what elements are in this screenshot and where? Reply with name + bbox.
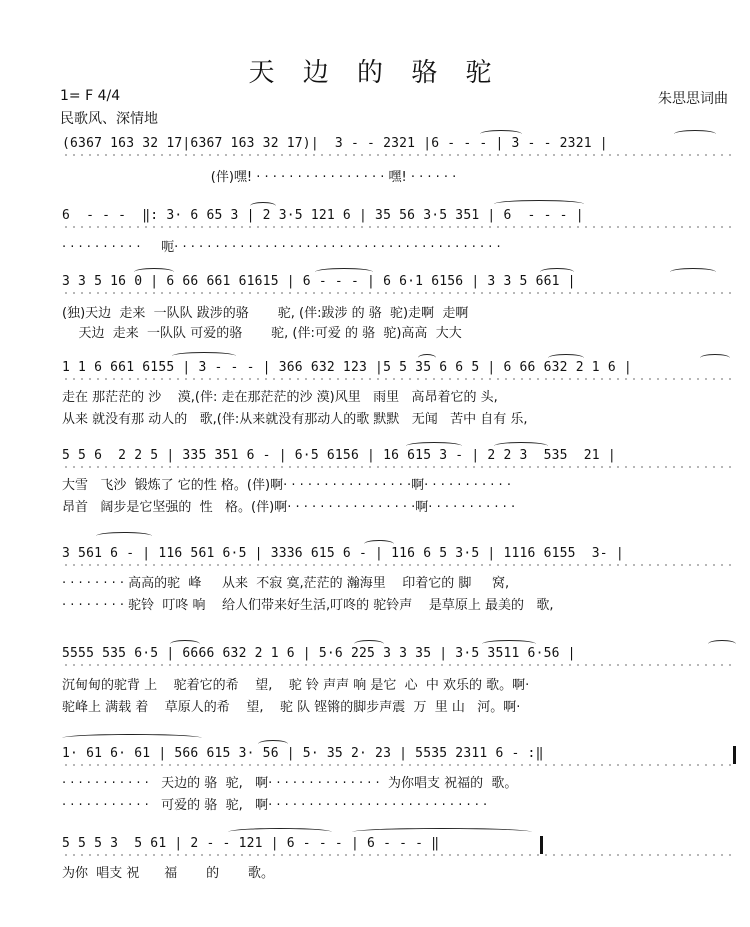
key-signature: 1= F 4/4: [60, 88, 121, 104]
notation-line: 5555 535 6·5 | 6666 632 2 1 6 | 5·6 225 3 3 35 | 3·5 3511 6·56 |: [62, 646, 732, 661]
lyric-line: 沉甸甸的驼背 上 驼着它的希 望, 驼 铃 声声 响 是它 心 中 欢乐的 歌。啊·: [62, 678, 530, 693]
lyric-line: · · · · · · · · · · 呃· · · · · · · · · · · · · · · · · · · · · · · · · · · · · · · · · · · · · · · ·: [62, 240, 501, 255]
octave-dots: [62, 465, 732, 469]
lyric-line: · · · · · · · · · · · 可爱的 骆 驼, 啊· · · · · · · · · · · · · · · · · · · · · · · · · · ·: [62, 798, 488, 813]
octave-dots: [62, 291, 732, 295]
lyric-line: · · · · · · · · · · · 天边的 骆 驼, 啊· · · · · · · · · · · · · · 为你唱支 祝福的 歌。: [62, 776, 518, 791]
lyric-line: 从来 就没有那 动人的 歌,(伴:从来就没有那动人的歌 默默 无闻 苦中 自有 乐,: [62, 412, 528, 427]
style-marking: 民歌风、深情地: [60, 111, 158, 127]
slur: [494, 200, 584, 208]
song-title: 天 边 的 骆 驼: [248, 58, 502, 88]
slur: [674, 130, 716, 138]
notation-line: 3 561 6 - | 116 561 6·5 | 3336 615 6 - | 116 6 5 3·5 | 1116 6155 3- |: [62, 546, 732, 561]
octave-dots: [62, 153, 732, 157]
lyric-line: 驼峰上 满载 着 草原人的希 望, 驼 队 铿锵的脚步声震 万 里 山 河。啊·: [62, 700, 521, 715]
slur: [364, 540, 394, 548]
slur: [315, 268, 373, 276]
notation-line: 1 1 6 661 6155 | 3 - - - | 366 632 123 |5 5 35 6 6 5 | 6 66 632 2 1 6 |: [62, 360, 732, 375]
slur: [482, 640, 536, 648]
slur: [62, 734, 202, 742]
octave-dots: [62, 763, 732, 767]
octave-dots: [62, 225, 732, 229]
slur: [228, 828, 332, 836]
slur: [406, 442, 462, 450]
octave-dots: [62, 663, 732, 667]
slur: [480, 130, 522, 138]
slur: [96, 532, 152, 540]
slur: [708, 640, 736, 648]
final-bar: [540, 836, 543, 854]
slur: [170, 640, 200, 648]
notation-line: 6 - - - ‖: 3· 6 65 3 | 2 3·5 121 6 | 35 56 3·5 351 | 6 - - - |: [62, 208, 732, 223]
slur: [352, 828, 532, 836]
slur: [354, 640, 384, 648]
slur: [172, 352, 236, 360]
notation-line: (6367 163 32 17|6367 163 32 17)| 3 - - 2321 |6 - - - | 3 - - 2321 |: [62, 136, 732, 151]
composer-credit: 朱思思词曲: [658, 91, 728, 107]
slur: [494, 442, 548, 450]
lyric-line: 大雪 飞沙 锻炼了 它的性 格。(伴)啊· · · · · · · · · · · · · · · ·啊· · · · · · · · · · ·: [62, 478, 511, 493]
lyric-line: 走在 那茫茫的 沙 漠,(伴: 走在那茫茫的沙 漠)风里 雨里 高昂着它的 头,: [62, 390, 498, 405]
slur: [700, 354, 730, 362]
lyric-line: · · · · · · · · 驼铃 叮咚 响 给人们带来好生活,叮咚的 驼铃声 是草原上 最美的 歌,: [62, 598, 554, 613]
lyric-line: (伴)嘿! · · · · · · · · · · · · · · · · 嘿! · · · · · ·: [62, 170, 457, 185]
lyric-line: (独)天边 走来 一队队 跋涉的骆 驼, (伴:跋涉 的 骆 驼)走啊 走啊: [62, 306, 469, 321]
notation-line: 5 5 5 3 5 61 | 2 - - 121 | 6 - - - | 6 - - - ‖: [62, 836, 732, 851]
slur: [250, 202, 276, 210]
lyric-line: 天边 走来 一队队 可爱的骆 驼, (伴:可爱 的 骆 驼)高高 大大: [62, 326, 462, 341]
slur: [670, 268, 716, 276]
repeat-end-bar: [733, 746, 736, 764]
notation-line: 5 5 6 2 2 5 | 335 351 6 - | 6·5 6156 | 16 615 3 - | 2 2 3 535 21 |: [62, 448, 732, 463]
octave-dots: [62, 377, 732, 381]
notation-line: 1· 61 6· 61 | 566 615 3· 56 | 5· 35 2· 23 | 5535 2311 6 - :‖: [62, 746, 732, 761]
slur: [418, 354, 436, 362]
octave-dots: [62, 853, 732, 857]
notation-line: 3 3 5 16 0 | 6 66 661 61615 | 6 - - - | 6 6·1 6156 | 3 3 5 661 |: [62, 274, 732, 289]
slur: [540, 268, 574, 276]
lyric-line: · · · · · · · · 高高的驼 峰 从来 不寂 寞,茫茫的 瀚海里 印着它的 脚 窝,: [62, 576, 510, 591]
lyric-line: 昂首 阔步是它坚强的 性 格。(伴)啊· · · · · · · · · · · · · · · ·啊· · · · · · · · · · ·: [62, 500, 516, 515]
lyric-line: 为你 唱支 祝 福 的 歌。: [62, 866, 275, 881]
slur: [548, 354, 584, 362]
slur: [258, 740, 288, 748]
slur: [134, 268, 174, 276]
octave-dots: [62, 563, 732, 567]
